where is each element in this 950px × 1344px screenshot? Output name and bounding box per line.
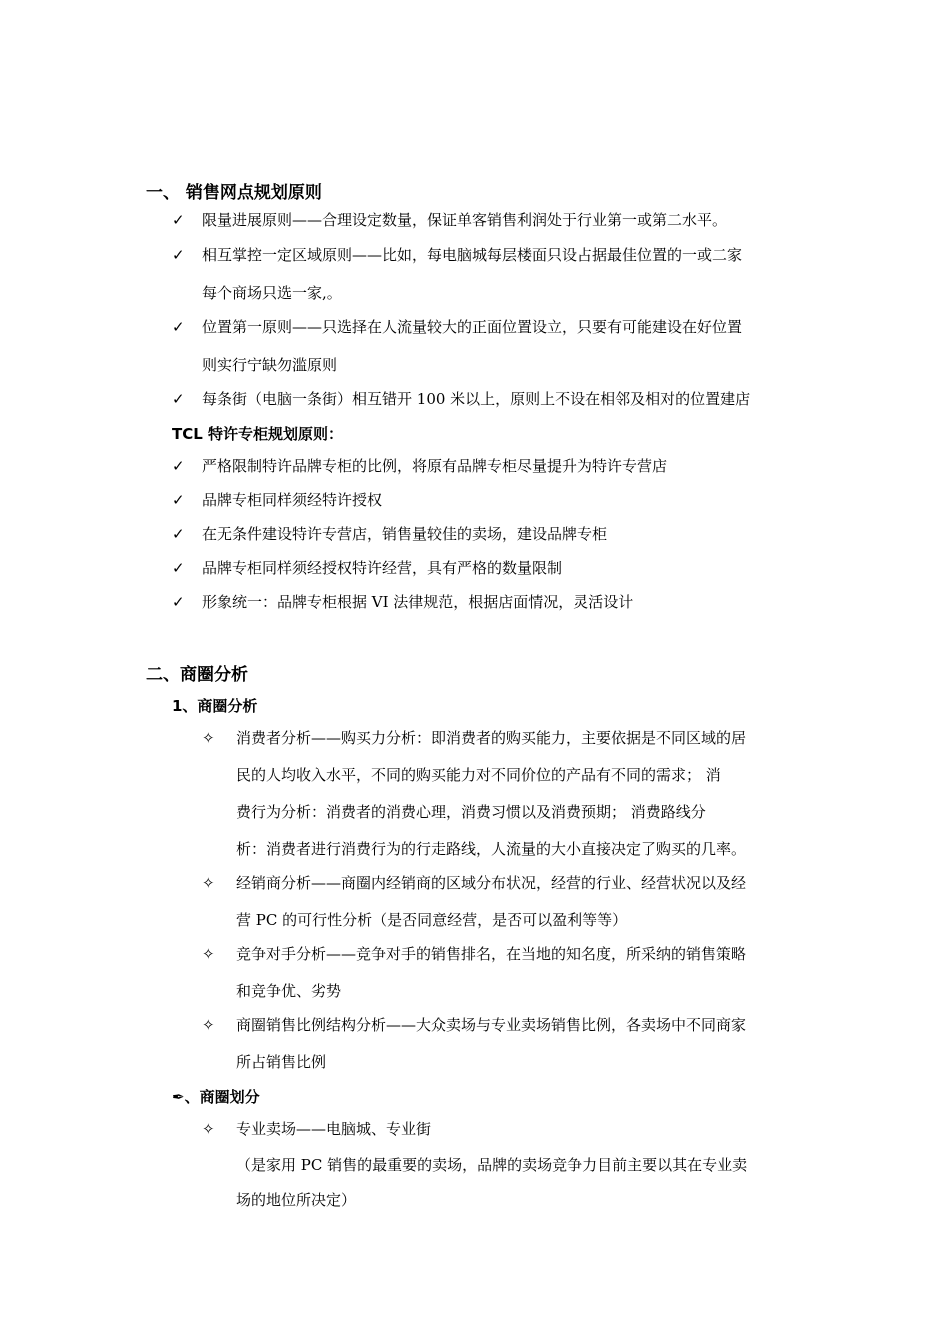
section1-item-3-line-2: 则实行宁缺勿滥原则 bbox=[202, 356, 338, 374]
tcl-title: TCL 特许专柜规划原则： bbox=[172, 425, 344, 443]
sub1-item-1-line-1: 消费者分析——购买力分析：即消费者的购买能力，主要依据是不同区域的居 bbox=[236, 729, 747, 747]
check-icon: ✓ bbox=[172, 246, 185, 264]
check-icon: ✓ bbox=[172, 593, 185, 611]
sub2-item-1-line-2: （是家用 PC 销售的最重要的卖场，品牌的卖场竞争力目前主要以其在专业卖 bbox=[236, 1156, 748, 1174]
tcl-item-4: 品牌专柜同样须经授权特许经营，具有严格的数量限制 bbox=[202, 559, 563, 577]
check-icon: ✓ bbox=[172, 457, 185, 475]
section2-title: 二、商圈分析 bbox=[146, 665, 248, 685]
tcl-item-1: 严格限制特许品牌专柜的比例，将原有品牌专柜尽量提升为特许专营店 bbox=[202, 457, 668, 475]
sub2-item-1-line-1: 专业卖场——电脑城、专业街 bbox=[236, 1120, 432, 1138]
sub1-item-1-line-4: 析：消费者进行消费行为的行走路线，人流量的大小直接决定了购买的几率。 bbox=[236, 840, 747, 858]
diamond-star-icon: ✧ bbox=[202, 945, 215, 963]
tcl-item-5: 形象统一：品牌专柜根据 VI 法律规范，根据店面情况，灵活设计 bbox=[202, 593, 634, 611]
sub1-item-2-line-2: 营 PC 的可行性分析（是否同意经营，是否可以盈利等等） bbox=[236, 911, 628, 929]
diamond-star-icon: ✧ bbox=[202, 729, 215, 747]
check-icon: ✓ bbox=[172, 390, 185, 408]
section1-item-2-line-2: 每个商场只选一家,。 bbox=[202, 284, 342, 302]
tcl-item-2: 品牌专柜同样须经特许授权 bbox=[202, 491, 383, 509]
sub1-item-2-line-1: 经销商分析——商圈内经销商的区域分布状况，经营的行业、经营状况以及经 bbox=[236, 874, 747, 892]
section1-item-3-line-1: 位置第一原则——只选择在人流量较大的正面位置设立，只要有可能建设在好位置 bbox=[202, 318, 743, 336]
tcl-item-3: 在无条件建设特许专营店，销售量较佳的卖场，建设品牌专柜 bbox=[202, 525, 608, 543]
section1-item-1-line-1: 限量进展原则——合理设定数量，保证单客销售利润处于行业第一或第二水平。 bbox=[202, 211, 728, 229]
check-icon: ✓ bbox=[172, 559, 185, 577]
sub1-item-1-line-2: 民的人均收入水平，不同的购买能力对不同价位的产品有不同的需求； 消 bbox=[236, 766, 721, 784]
sub1-item-4-line-2: 所占销售比例 bbox=[236, 1053, 327, 1071]
sub2-item-1-line-3: 场的地位所决定） bbox=[236, 1191, 357, 1209]
section1-title: 一、 销售网点规划原则 bbox=[146, 183, 322, 203]
section1-item-2-line-1: 相互掌控一定区域原则——比如，每电脑城每层楼面只设占据最佳位置的一或二家 bbox=[202, 246, 743, 264]
diamond-star-icon: ✧ bbox=[202, 1016, 215, 1034]
sub1-title: 1、商圈分析 bbox=[172, 697, 258, 715]
diamond-star-icon: ✧ bbox=[202, 874, 215, 892]
section1-item-4-line-1: 每条街（电脑一条街）相互错开 100 米以上，原则上不设在相邻及相对的位置建店 bbox=[202, 390, 751, 408]
check-icon: ✓ bbox=[172, 525, 185, 543]
diamond-star-icon: ✧ bbox=[202, 1120, 215, 1138]
sub1-item-3-line-1: 竞争对手分析——竞争对手的销售排名，在当地的知名度，所采纳的销售策略 bbox=[236, 945, 747, 963]
sub1-item-1-line-3: 费行为分析：消费者的消费心理，消费习惯以及消费预期； 消费路线分 bbox=[236, 803, 706, 821]
check-icon: ✓ bbox=[172, 211, 185, 229]
sub1-item-3-line-2: 和竞争优、劣势 bbox=[236, 982, 342, 1000]
check-icon: ✓ bbox=[172, 318, 185, 336]
check-icon: ✓ bbox=[172, 491, 185, 509]
sub2-title: ✒、商圈划分 bbox=[172, 1088, 260, 1106]
sub1-item-4-line-1: 商圈销售比例结构分析——大众卖场与专业卖场销售比例，各卖场中不同商家 bbox=[236, 1016, 747, 1034]
